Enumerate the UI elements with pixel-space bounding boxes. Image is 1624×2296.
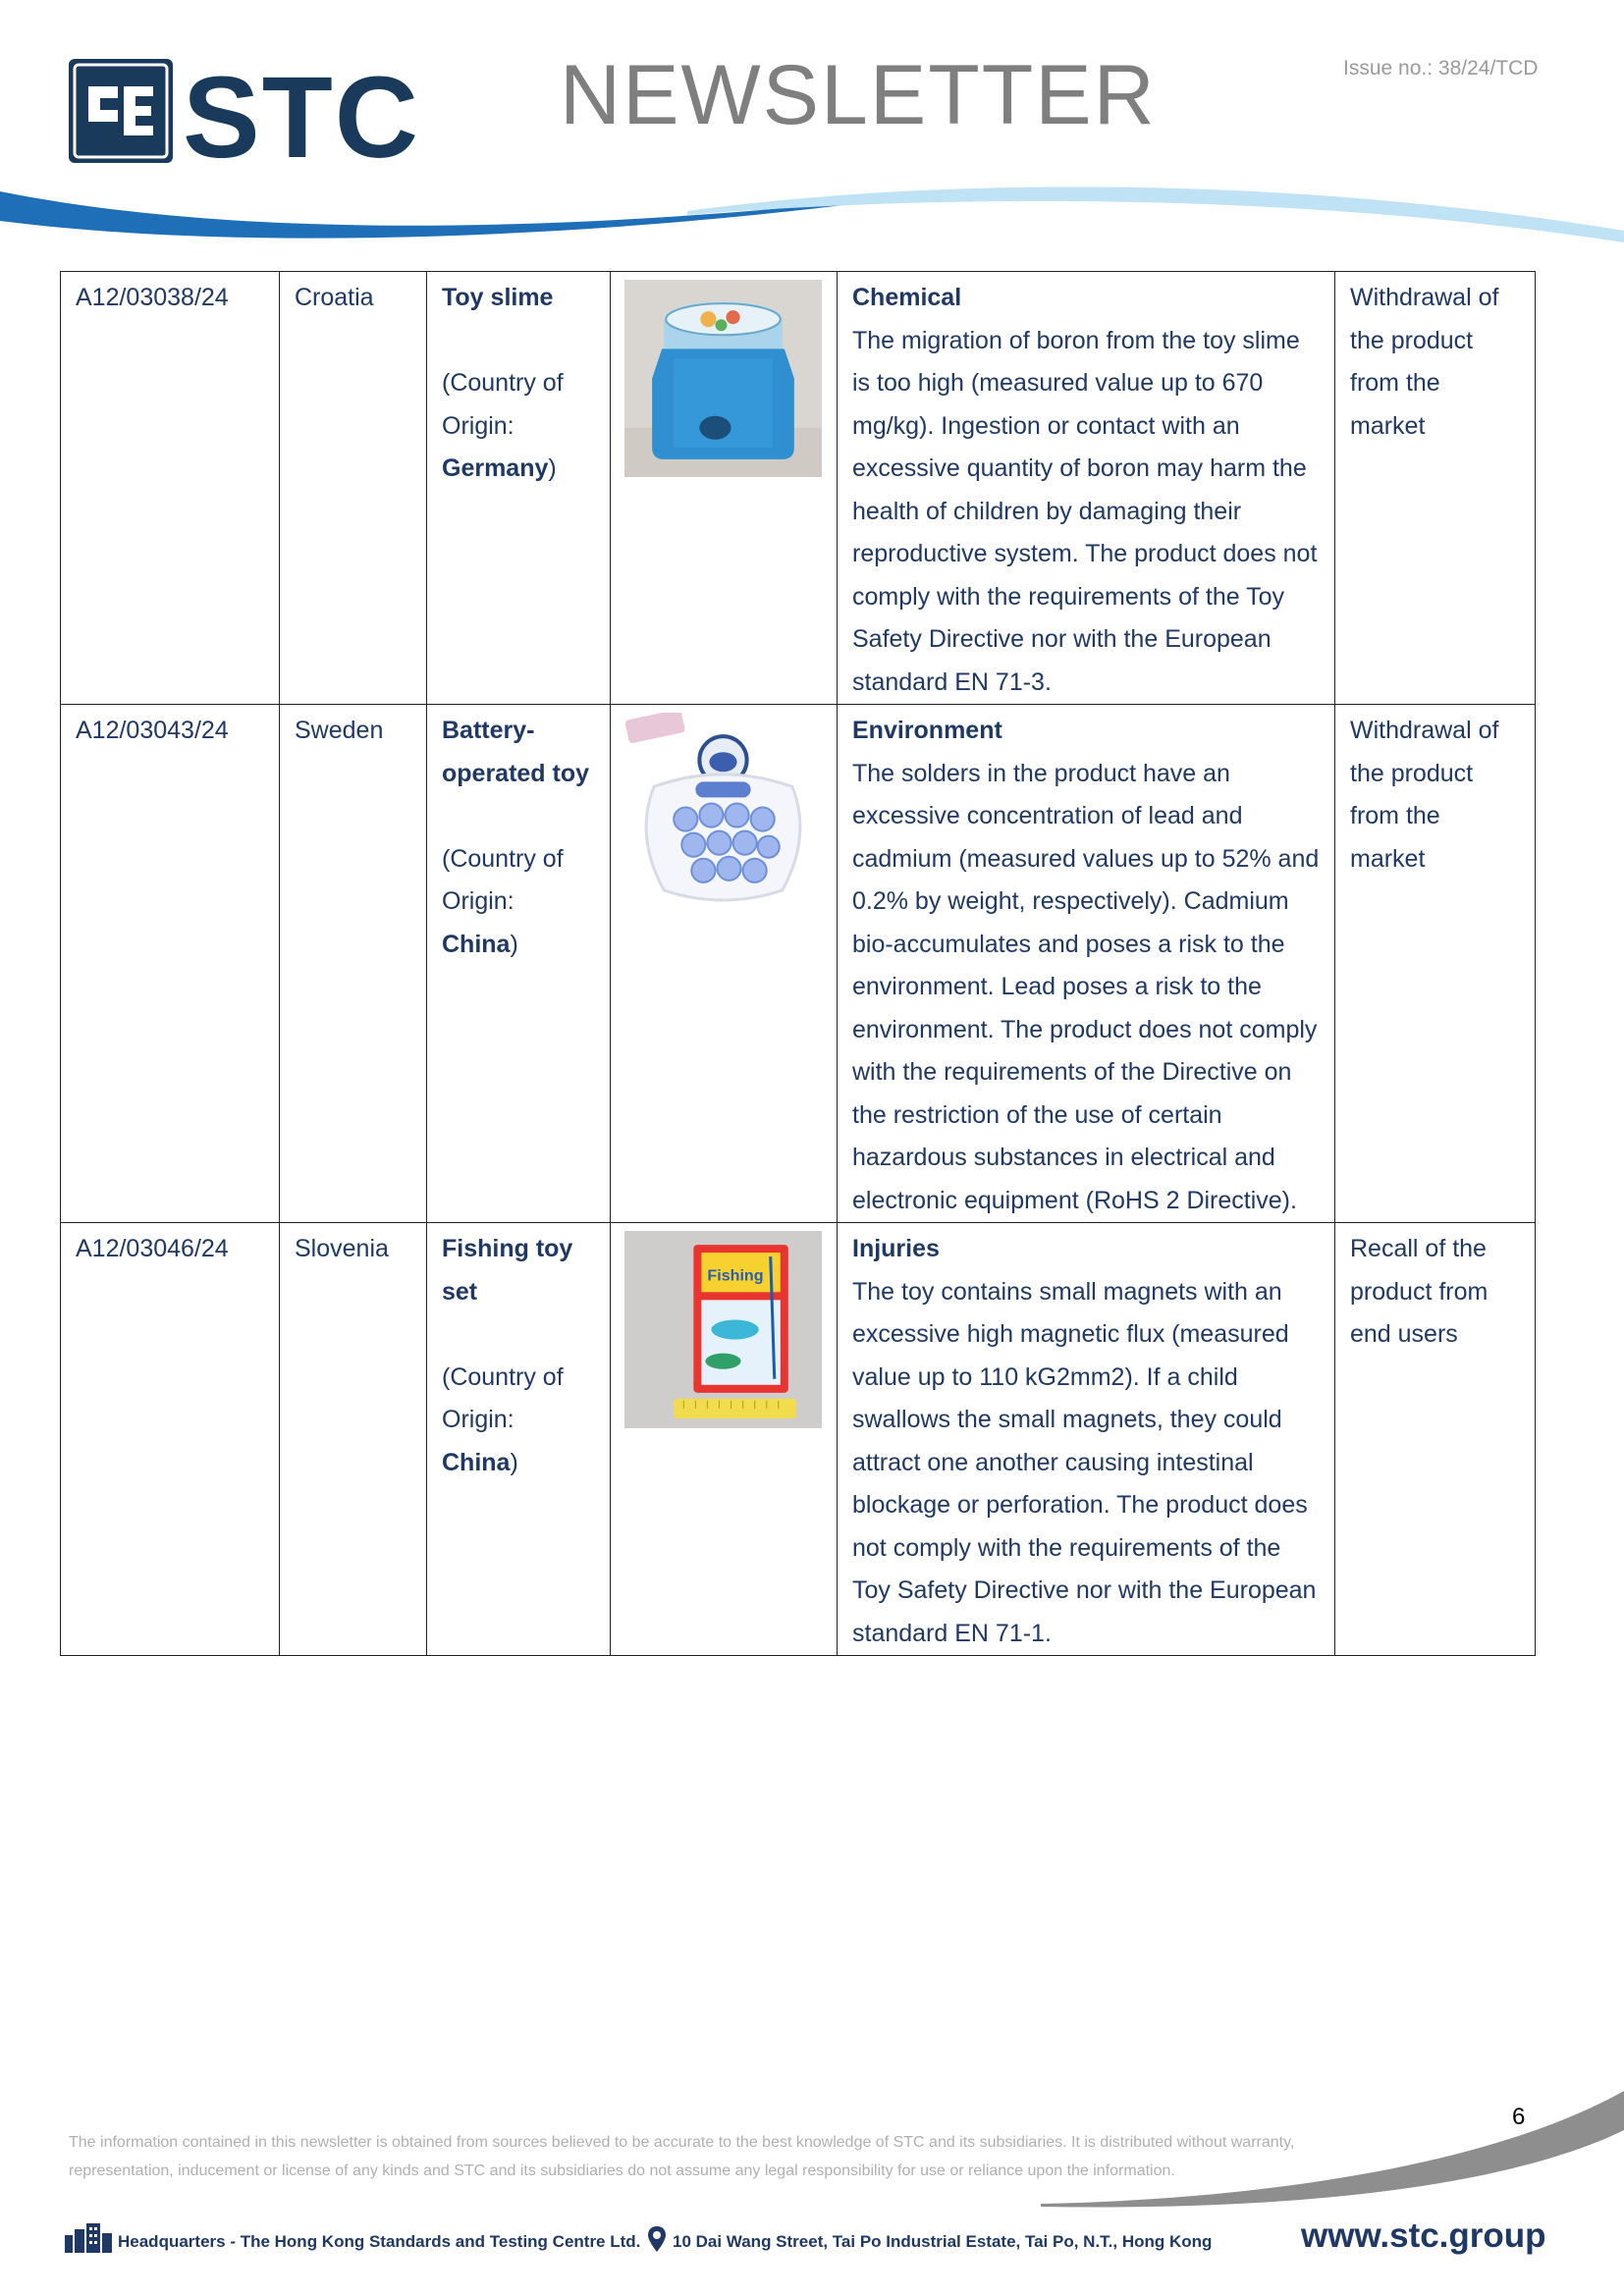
- origin-prefix: (Country of Origin:: [442, 844, 564, 915]
- risk-cell: [838, 1223, 1335, 1656]
- toy-slime-jar-photo: [624, 280, 822, 477]
- product-name: Toy slime: [442, 284, 554, 311]
- measure-cell: Recall of the product from end users: [1335, 1223, 1536, 1656]
- table-row: [61, 272, 1536, 705]
- country-cell: Sweden: [280, 705, 427, 1223]
- origin-country: China: [442, 930, 511, 958]
- risk-description: The solders in the product have an excessive concentration of lead and cadmium (measured values up to 52% and 0.2% by weight, respectively). Cadmium bio-accumulates and poses a risk to the environment. Lead poses a risk to the environment. The product does not comply with the requirements of the Directive on the restriction of the use of certain hazardous substances in electrical and electronic equipment (RoHS 2 Directive).: [852, 759, 1320, 1214]
- risk-cell: [838, 272, 1335, 705]
- pop-it-game-console-photo: [624, 713, 822, 910]
- image-cell: [611, 1223, 838, 1656]
- product-cell: [427, 705, 611, 1223]
- origin-suffix: ): [510, 930, 518, 958]
- country-cell: Slovenia: [280, 1223, 427, 1656]
- page-number: 6: [1512, 2104, 1526, 2130]
- product-name: Fishing toy set: [442, 1235, 573, 1306]
- logo-text: STC: [183, 57, 420, 165]
- origin-country: Germany: [442, 454, 549, 482]
- header-swoosh: [0, 182, 1624, 260]
- building-icon: [65, 2221, 112, 2253]
- risk-description: The toy contains small magnets with an excessive high magnetic flux (measured value up to 110 kG2mm2). If a child swallows the small magnets, they could attract one another causing intestinal blockage or perforation. The product does not comply with the requirements of the Toy Safety Directive nor with the European standard EN 71-1.: [852, 1277, 1317, 1647]
- image-cell: [611, 705, 838, 1223]
- reference-cell: A12/03038/24: [61, 272, 280, 705]
- risk-type: Chemical: [852, 284, 962, 311]
- measure-cell: Withdrawal of the product from the market: [1335, 272, 1536, 705]
- headquarters-text: Headquarters - The Hong Kong Standards and Testing Centre Ltd.: [118, 2232, 641, 2251]
- image-cell: [611, 272, 838, 705]
- measure-cell: Withdrawal of the product from the market: [1335, 705, 1536, 1223]
- website-link[interactable]: www.stc.group: [1301, 2216, 1546, 2255]
- newsletter-title: NEWSLETTER: [560, 48, 1157, 142]
- stc-logo: [67, 57, 460, 165]
- origin-prefix: (Country of Origin:: [442, 1362, 564, 1433]
- reference-cell: A12/03043/24: [61, 705, 280, 1223]
- origin-suffix: ): [510, 1448, 518, 1476]
- disclaimer-text: The information contained in this newsletter is obtained from sources believed to be accurate to the best knowledge of STC and its subsidiaries. It is distributed without warranty, representation, inducement or license of any kinds and STC and its subsidiaries do not assume any legal responsibility for use or reliance upon the information.: [69, 2134, 1295, 2179]
- location-pin-icon: [648, 2226, 666, 2252]
- svg-text:Fishing: Fishing: [707, 1266, 764, 1285]
- risk-description: The migration of boron from the toy slime is too high (measured value up to 670 mg/kg). Ingestion or contact with an excessive quantity of boron may harm the health of children by damaging their reproductive system. The product does not comply with the requirements of the Toy Safety Directive nor with the European standard EN 71-3.: [852, 326, 1318, 696]
- product-cell: [427, 272, 611, 705]
- origin-country: China: [442, 1448, 511, 1476]
- risk-type: Injuries: [852, 1235, 940, 1262]
- issue-number: Issue no.: 38/24/TCD: [1343, 57, 1539, 80]
- product-cell: [427, 1223, 611, 1656]
- risk-cell: [838, 705, 1335, 1223]
- origin-suffix: ): [548, 454, 557, 482]
- table-row: [61, 705, 1536, 1223]
- recall-table: [60, 271, 1536, 1656]
- reference-cell: A12/03046/24: [61, 1223, 280, 1656]
- country-cell: Croatia: [280, 272, 427, 705]
- table-row: [61, 1223, 1536, 1656]
- fishing-toy-set-photo: [624, 1231, 822, 1428]
- risk-type: Environment: [852, 717, 1002, 744]
- address-text: 10 Dai Wang Street, Tai Po Industrial Estate, Tai Po, N.T., Hong Kong: [673, 2232, 1213, 2251]
- product-name: Battery-operated toy: [442, 717, 590, 787]
- origin-prefix: (Country of Origin:: [442, 369, 564, 440]
